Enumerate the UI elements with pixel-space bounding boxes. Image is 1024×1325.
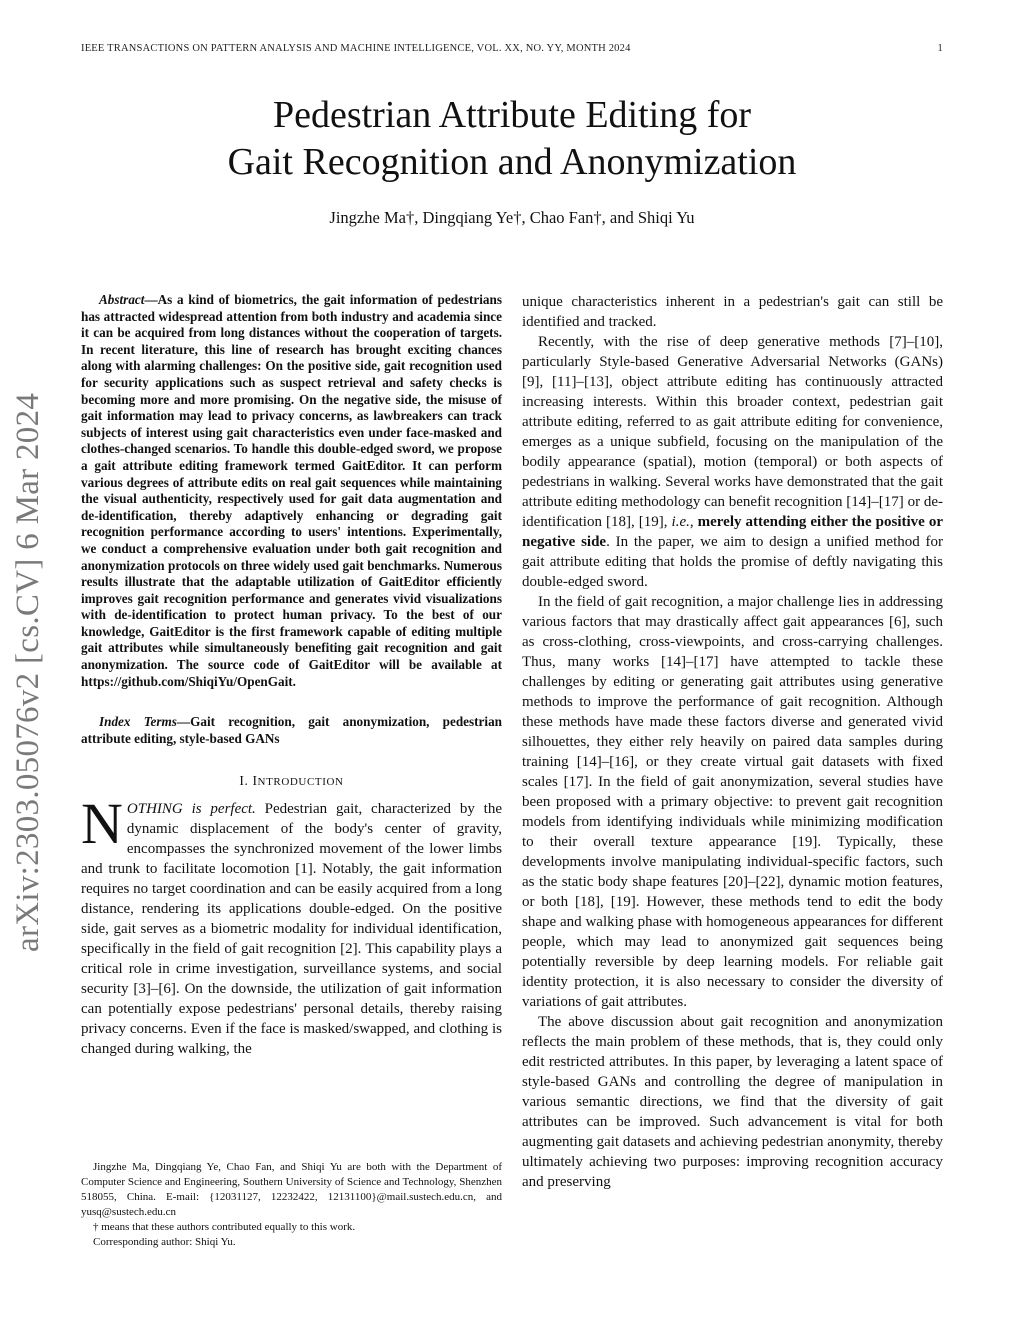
intro-text: Pedestrian gait, characterized by the dynamic displacement of the body's center of gravity, encompasses the synchronized movement of the lower limbs and trunk to facilitate locomotion [1]. Notably, the gait information requires no target coordination and can be easily acquired from a long distance, rendering its applications double-edged. On the positive side, gait serves as a biometric modality for individual identification, specifically in the field of gait recognition [2]. This capability plays a critical role in crime investigation, surveillance systems, and social security [3]–[6]. On the downside, the utilization of gait information can potentially expose pedestrians' personal details, thereby raising privacy concerns. Even if the face is masked/swapped, and clothing is changed during walking, the	[81, 801, 502, 1058]
section-number: I.	[239, 773, 253, 789]
arxiv-identifier: arXiv:2303.05076v2 [cs.CV] 6 Mar 2024	[10, 392, 46, 952]
title-line-2: Gait Recognition and Anonymization	[227, 141, 797, 183]
right-paragraph-continued: unique characteristics inherent in a pedestrian's gait can still be identified and tracked.	[522, 294, 943, 330]
section-title-rest: NTRODUCTION	[257, 776, 344, 789]
running-head	[81, 43, 943, 54]
footnotes	[81, 1160, 502, 1250]
right-paragraph-discussion: The above discussion about gait recognition and anonymization reflects the main problem of these methods, that is, they could only edit restricted attributes. In this paper, by leveraging a latent space of style-based GANs and controlling the degree of manipulation in various semantic directions, we find that the diversity of gait attributes can be improved. Such advancement is vital for both augmenting gait datasets and achieving pedestrian anonymity, thereby ultimately achieving two purposes: improving recognition accuracy and preserving	[522, 1014, 943, 1190]
ie-abbrev: i.e.	[671, 514, 690, 530]
emphasis-text: merely attending either the positive or negative side	[522, 514, 943, 550]
paragraph-text: Recently, with the rise of deep generative methods [7]–[10], particularly Style-based Generative Adversarial Networks (GANs) [9], [11]–[13], object attribute editing has continuously attracted increasing interests. Within this broader context, pedestrian gait attribute editing, referred to as gait attribute editing for convenience, emerges as a unique subfield, focusing on the manipulation of the bodily appearance (spatial), motion (temporal) or both aspects of pedestrians in walking. Several works have demonstrated that the gait attribute editing methodology can benefit recognition [14]–[17] or de-identification [18], [19],	[522, 334, 943, 530]
right-column	[522, 292, 943, 1192]
left-column	[81, 292, 502, 1059]
page-number: 1	[937, 43, 943, 54]
paragraph-text-end: . In the paper, we aim to design a unified method for gait attribute editing that holds the promise of deftly navigating this double-edged sword.	[522, 534, 943, 590]
index-terms-text: —Gait recognition, gait anonymization, pedestrian attribute editing, style-based GANs	[81, 714, 502, 746]
footnote-corresponding-author: Corresponding author: Shiqi Yu.	[93, 1236, 236, 1248]
footnote-equal-contribution: † means that these authors contributed equally to this work.	[93, 1221, 356, 1233]
index-terms	[81, 714, 502, 747]
section-initial: I	[252, 773, 258, 789]
right-paragraph-generative-methods: Recently, with the rise of deep generative methods [7]–[10], particularly Style-based Generative Adversarial Networks (GANs) [9], [11]–[13], object attribute editing has continuously attracted increasing interests. Within this broader context, pedestrian gait attribute editing, referred to as gait attribute editing for convenience, emerges as a unique subfield, focusing on the manipulation of the bodily appearance (spatial), motion (temporal) or both aspects of pedestrians in walking. Several works have demonstrated that the gait attribute editing methodology can benefit recognition [14]–[17] or de-identification [18], [19], i.e., merely attending either the positive or negative side. In the paper, we aim to design a unified method for gait attribute editing that holds the promise of deftly navigating this double-edged sword.	[522, 334, 943, 590]
title-line-1: Pedestrian Attribute Editing for	[272, 94, 752, 136]
journal-header: IEEE TRANSACTIONS ON PATTERN ANALYSIS AND MACHINE INTELLIGENCE, VOL. XX, NO. YY, MONTH 2024	[81, 43, 631, 54]
right-paragraph-gait-recognition: In the field of gait recognition, a major challenge lies in addressing various factors that may drastically affect gait appearances [6], such as cross-clothing, cross-viewpoints, and cross-carrying challenges. Thus, many works [14]–[17] have attempted to tackle these challenges by editing or generating gait attributes using generative methods to improve the performance of gait recognition. Although these methods have made these factors diverse and generated vivid silhouettes, they either rely heavily on paired data samples during training [14]–[16], or they create virtual gait datasets with fixed scales [17]. In the field of gait anonymization, several studies have been proposed with a primary objective: to prevent gait recognition models from identifying individuals while minimizing modification to their overall texture appearance [19]. Typically, these developments involve manipulating individual-specific factors, such as the static body shape features [20]–[22], dynamic motion features, or both [18], [19]. However, these methods tend to edit the body shape and walking phase with homogeneous appearances for different people, which may lead to anonymized gait sequences being potentially reversible by deep learning models. For reliable gait identity protection, it is also necessary to consider the diversity of variations of gait attributes.	[522, 594, 943, 1010]
paper-title	[0, 92, 1024, 186]
intro-lead: OTHING is perfect.	[126, 801, 256, 818]
index-terms-label: Index Terms	[99, 714, 177, 730]
footnote-affiliation: Jingzhe Ma, Dingqiang Ye, Chao Fan, and Shiqi Yu are both with the Department of Computer Science and Engineering, Southern University of Science and Technology, Shenzhen 518055, China. E-mail: {12031127, 12232422, 12131100}@mail.sustech.edu.cn, and yusq@sustech.edu.cn	[81, 1161, 502, 1218]
section-heading-introduction	[81, 773, 502, 789]
abstract	[81, 292, 502, 690]
intro-paragraph	[81, 791, 502, 1059]
abstract-text: —As a kind of biometrics, the gait information of pedestrians has attracted widespread attention from both industry and academia since it can be acquired from long distances without the cooperation of targets. In recent literature, this line of research has brought exciting chances along with alarming challenges: On the positive side, gait recognition used for security applications such as suspect retrieval and safety checks is becoming more and more promising. On the negative side, the misuse of gait information may lead to privacy concerns, as lawbreakers can track subjects of interest using gait characteristics even under face-masked and clothes-changed scenarios. To handle this double-edged sword, we propose a gait attribute editing framework termed GaitEditor. It can perform various degrees of attribute edits on real gait sequences while maintaining the visual authenticity, respectively used for gait data augmentation and de-identification, thereby adaptively enhancing or degrading gait recognition performance according to users' intentions. Experimentally, we conduct a comprehensive evaluation under both gait recognition and anonymization protocols on three widely used gait benchmarks. Numerous results illustrate that the adaptable utilization of GaitEditor efficiently improves gait recognition performance and generates vivid visualizations with de-identification to protect human privacy. To the best of our knowledge, GaitEditor is the first framework capable of editing multiple gait attributes while simultaneously benefiting gait recognition and gait anonymization. The source code of GaitEditor will be available at https://github.com/ShiqiYu/OpenGait.	[81, 292, 502, 689]
author-list: Jingzhe Ma†, Dingqiang Ye†, Chao Fan†, and Shiqi Yu	[329, 208, 695, 227]
abstract-label: Abstract	[99, 292, 145, 307]
drop-cap: N	[81, 791, 123, 857]
